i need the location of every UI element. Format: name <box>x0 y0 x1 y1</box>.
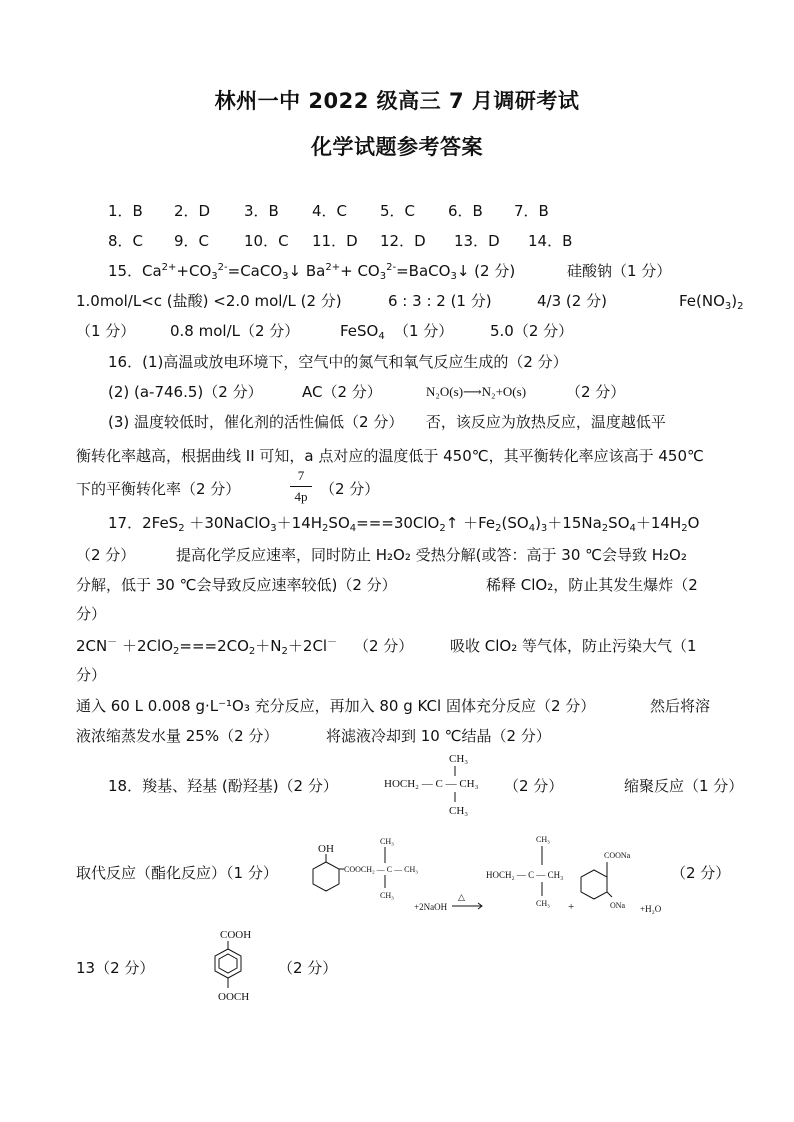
q15-score-1: （1 分） <box>76 322 136 340</box>
q17-cn-equation: $2CN^- +2ClO_2===2CO_2+N_2+2Cl^-$ <box>76 637 338 657</box>
q17-equation: 17．$2FeS_2 +30NaClO_3+14H_2SO_4===30ClO_2↑ +Fe_2(SO_4)_3+15Na_2SO_4+14H_2O$ <box>108 514 700 534</box>
q15-equations: $Ca^{2+}+CO_3^{2-}=CaCO_3↓$ $Ba^{2+}+$ $CO_3^{2-}=BaCO_3↓$ (2 分) <box>142 262 516 282</box>
q17-evaporate: 液浓缩蒸发水量 25%（2 分） <box>76 727 279 745</box>
q15-ratio: 6 : 3 : 2 (1 分) <box>388 292 492 310</box>
q17-score-2: （2 分） <box>354 637 414 655</box>
structure-formyloxy-benzoic-acid <box>200 924 270 1008</box>
heat-symbol: △ <box>458 892 465 902</box>
answer-8: 8．C <box>108 232 144 250</box>
q16-equation: N₂O(s)⟶N₂+O(s) <box>426 384 527 399</box>
answer-11: 11．D <box>312 232 358 250</box>
product-benzene-ring <box>581 870 607 899</box>
reactant-bottom: CH₃ <box>380 891 394 900</box>
q17-then: 然后将溶 <box>650 697 711 715</box>
ona-bond <box>607 892 612 897</box>
q16-score-frac: （2 分） <box>320 480 380 498</box>
q16-answer-5a: 下的平衡转化率（2 分） <box>76 480 241 498</box>
q15-concentration: 1.0mol/L<c (盐酸) <2.0 mol/L (2 分) <box>76 292 342 310</box>
q18-score-2: （2 分） <box>671 864 731 882</box>
q17-score-1: （2 分） <box>76 546 136 564</box>
q15-fraction: 4/3 (2 分) <box>537 292 607 310</box>
answer-3: 3．B <box>244 202 279 220</box>
q15-prefix: 15． <box>108 262 143 280</box>
q16-line1: 16．(1)高温或放电环境下，空气中的氮气和氧气反应生成的（2 分） <box>108 353 568 371</box>
product-ona: ONa <box>610 901 626 910</box>
q18-substitution: 取代反应（酯化反应）（1 分） <box>76 864 278 882</box>
structure-hydrolysis-reaction <box>306 832 676 918</box>
answer-1: 1．B <box>108 202 143 220</box>
answer-10: 10．C <box>244 232 289 250</box>
plus-sign: + <box>568 901 575 913</box>
answer-9: 9．C <box>174 232 210 250</box>
q18-score-3: （2 分） <box>278 959 338 977</box>
reactant-oh: OH <box>318 843 334 855</box>
q15-feso4: FeSO$_4$ <box>340 322 385 342</box>
q18-score-1: （2 分） <box>504 777 564 795</box>
q15-score-2: （1 分） <box>394 322 454 340</box>
reactant-ester: COOCH₂ — C — CH₃ <box>344 865 419 874</box>
product-top: CH₃ <box>536 835 550 844</box>
answer-2: 2．D <box>174 202 211 220</box>
q17-reason: 提高化学反应速率，同时防止 H₂O₂ 受热分解(或答：高于 30 ℃会导致 H₂O₂ <box>176 546 687 564</box>
fraction-denominator: 4p <box>294 489 308 504</box>
reactant-top: CH₃ <box>380 837 394 846</box>
page-title: 林州一中 2022 级高三 7 月调研考试 <box>214 89 580 113</box>
q15-molarity: 0.8 mol/L（2 分） <box>170 322 300 340</box>
q16-score-eq: （2 分） <box>566 383 626 401</box>
q15-fe-nitrate: $Fe(NO_3)_2$ <box>679 292 744 312</box>
answer-5: 5．C <box>380 202 416 220</box>
q17-cool: 将滤液冷却到 10 ℃结晶（2 分） <box>326 727 551 745</box>
struct1-main: HOCH₂ — C — CH₃ <box>384 778 479 790</box>
answer-6: 6．B <box>448 202 483 220</box>
q16-answer-2b: AC（2 分） <box>302 383 382 401</box>
page-subtitle: 化学试题参考答案 <box>311 135 483 159</box>
answer-4: 4．C <box>312 202 348 220</box>
struct3-inner-ring <box>219 954 237 973</box>
q17-absorb: 吸收 ClO₂ 等气体，防止污染大气（1 <box>450 637 697 655</box>
q15-value: 5.0（2 分） <box>490 322 574 340</box>
product-coona: COONa <box>604 851 631 860</box>
q17-dilute: 稀释 ClO₂，防止其发生爆炸（2 <box>486 576 698 594</box>
answer-14: 14．B <box>528 232 573 250</box>
product-water: +H₂O <box>640 904 662 914</box>
answer-12: 12．D <box>380 232 426 250</box>
structure-neopentyl-alcohol <box>384 748 504 818</box>
q16-line3: (3) 温度较低时，催化剂的活性偏低（2 分） 否，该反应为放热反应，温度越低平 <box>108 413 666 431</box>
product-bottom: CH₃ <box>536 899 550 908</box>
fraction-numerator: 7 <box>297 468 305 483</box>
struct1-top: CH₃ <box>449 753 469 765</box>
q18-isomers: 13（2 分） <box>76 959 155 977</box>
q18-polycondensation: 缩聚反应（1 分） <box>624 777 744 795</box>
q18-groups: 18．羧基、羟基 (酚羟基)（2 分） <box>108 777 338 795</box>
reagent-naoh: +2NaOH <box>414 902 448 912</box>
q17-line4: 分） <box>76 605 107 623</box>
struct3-cooh: COOH <box>220 929 252 941</box>
q16-fraction <box>290 468 312 505</box>
struct1-bottom: CH₃ <box>449 805 469 817</box>
reactant-benzene-ring <box>313 862 339 891</box>
q16-answer-2a: (2) (a-746.5)（2 分） <box>108 383 263 401</box>
q17-o3: 通入 60 L 0.008 g·L⁻¹O₃ 充分反应，再加入 80 g KCl 固体充分反应（2 分） <box>76 697 596 715</box>
struct3-ooch: OOCH <box>218 991 250 1003</box>
q16-line4: 衡转化率越高，根据曲线 II 可知，a 点对应的温度低于 450℃，其平衡转化率应该高于 450℃ <box>76 447 704 465</box>
answer-13: 13．D <box>454 232 500 250</box>
q17-line6: 分） <box>76 666 107 684</box>
product-alcohol: HOCH₂ — C — CH₃ <box>486 870 564 880</box>
q17-reason-cont: 分解，低于 30 ℃会导致反应速率较低)（2 分） <box>76 576 397 594</box>
q15-part-a: 硅酸钠（1 分） <box>567 262 672 280</box>
answer-7: 7．B <box>514 202 549 220</box>
fraction-bar <box>290 486 312 487</box>
